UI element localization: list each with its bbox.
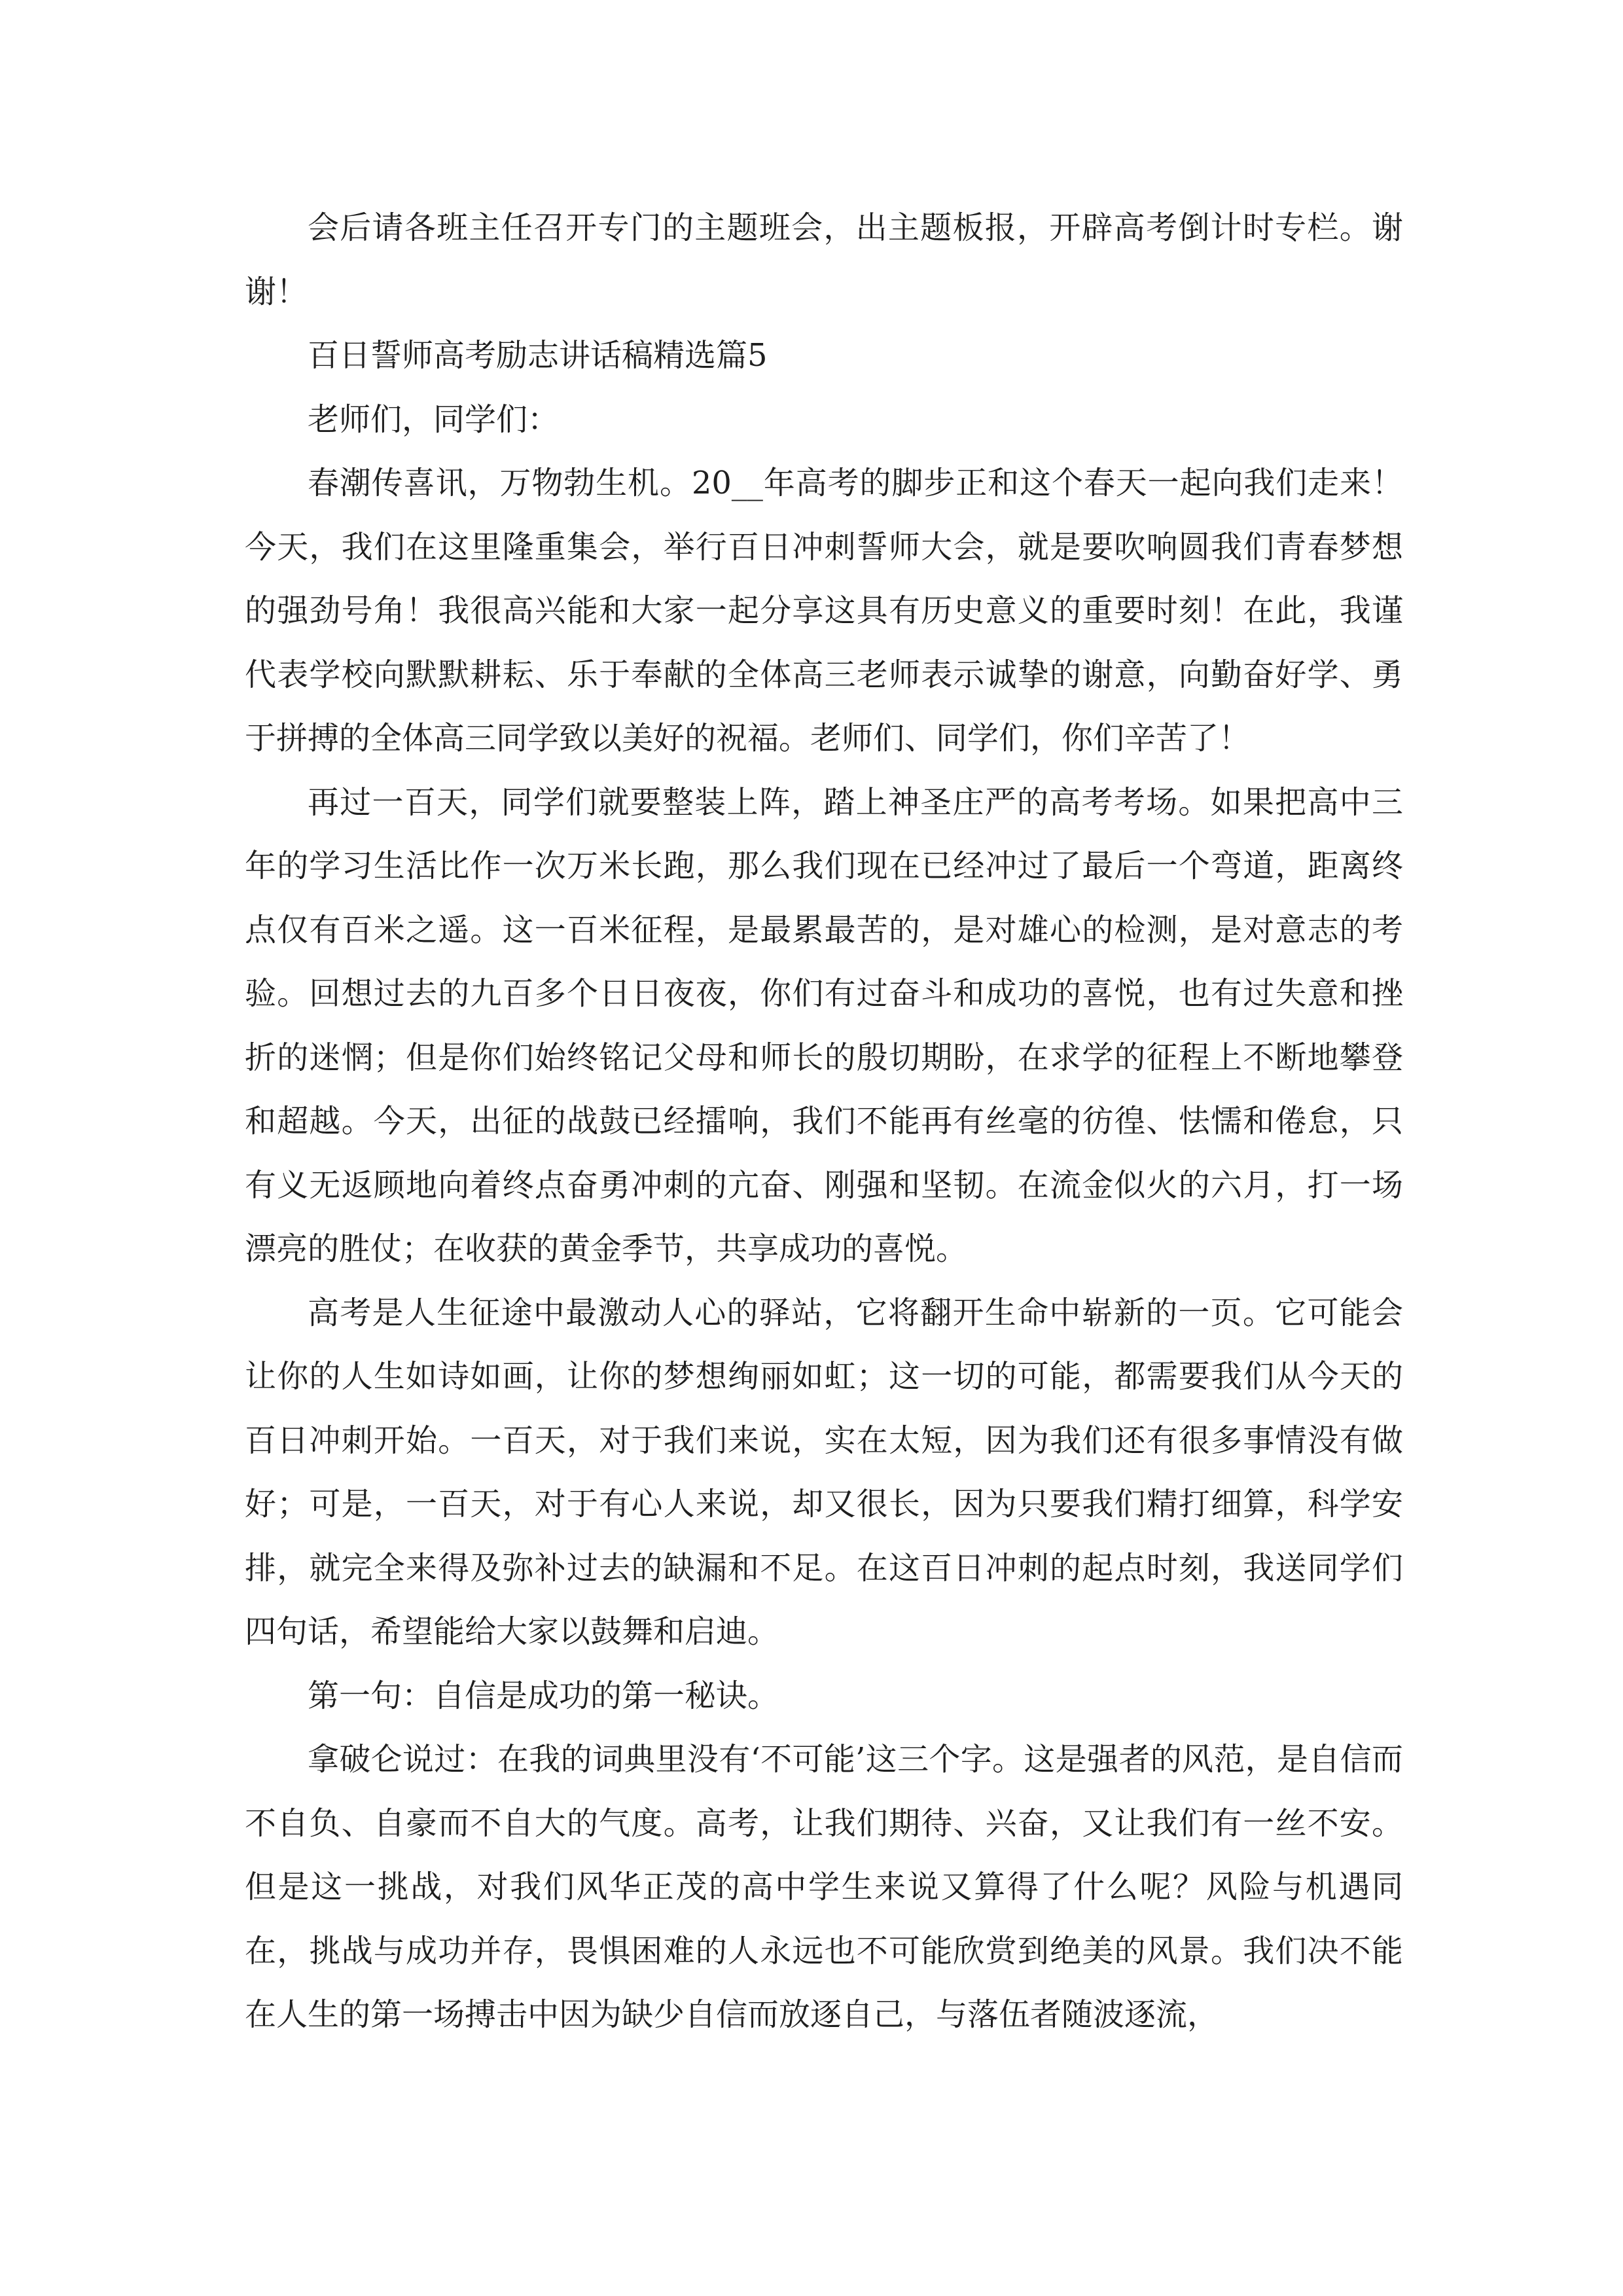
paragraph-napoleon: 拿破仑说过：在我的词典里没有‘不可能’这三个字。这是强者的风范，是自信而不自负、自豪而不自大的气度。高考，让我们期待、兴奋，又让我们有一丝不安。但是这一挑战，对我们风华正茂的高中学生来说又算得了什么呢？风险与机遇同在，挑战与成功并存，畏惧困难的人永远也不可能欣赏到绝美的风景。我们决不能在人生的第一场搏击中因为缺少自信而放逐自己，与落伍者随波逐流， <box>245 1741 1403 2033</box>
paragraph-gaokao: 高考是人生征途中最激动人心的驿站，它将翻开生命中崭新的一页。它可能会让你的人生如诗如画，让你的梦想绚丽如虹；这一切的可能，都需要我们从今天的百日冲刺开始。一百天，对于我们来说，实在太短，因为我们还有很多事情没有做好；可是，一百天，对于有心人来说，却又很长，因为只要我们精打细算，科学安排，就完全来得及弥补过去的缺漏和不足。在这百日冲刺的起点时刻，我送同学们四句话，希望能给大家以鼓舞和启迪。 <box>245 1294 1403 1650</box>
paragraph-opening: 春潮传喜讯，万物勃生机。20__年高考的脚步正和这个春天一起向我们走来！今天，我们在这里隆重集会，举行百日冲刺誓师大会，就是要吹响圆我们青春梦想的强劲号角！我很高兴能和大家一起分享这具有历史意义的重要时刻！在此，我谨代表学校向默默耕耘、乐于奉献的全体高三老师表示诚挚的谢意，向勤奋好学、勇于拼搏的全体高三同学致以美好的祝福。老师们、同学们，你们辛苦了！ <box>245 465 1403 757</box>
paragraph-closing-remarks: 会后请各班主任召开专门的主题班会，出主题板报，开辟高考倒计时专栏。谢谢！ <box>245 209 1403 310</box>
section-title: 百日誓师高考励志讲话稿精选篇5 <box>308 337 768 374</box>
document-body <box>245 196 1403 2047</box>
paragraph-hundred-days: 再过一百天，同学们就要整装上阵，踏上神圣庄严的高考考场。如果把高中三年的学习生活比作一次万米长跑，那么我们现在已经冲过了最后一个弯道，距离终点仅有百米之遥。这一百米征程，是最累最苦的，是对雄心的检测，是对意志的考验。回想过去的九百多个日日夜夜，你们有过奋斗和成功的喜悦，也有过失意和挫折的迷惘；但是你们始终铭记父母和师长的殷切期盼，在求学的征程上不断地攀登和超越。今天，出征的战鼓已经擂响，我们不能再有丝毫的彷徨、怯懦和倦怠，只有义无返顾地向着终点奋勇冲刺的亢奋、刚强和坚韧。在流金似火的六月，打一场漂亮的胜仗；在收获的黄金季节，共享成功的喜悦。 <box>245 783 1403 1267</box>
paragraph-first-sentence: 第一句：自信是成功的第一秘诀。 <box>308 1677 779 1714</box>
paragraph-salutation: 老师们，同学们： <box>308 401 560 438</box>
